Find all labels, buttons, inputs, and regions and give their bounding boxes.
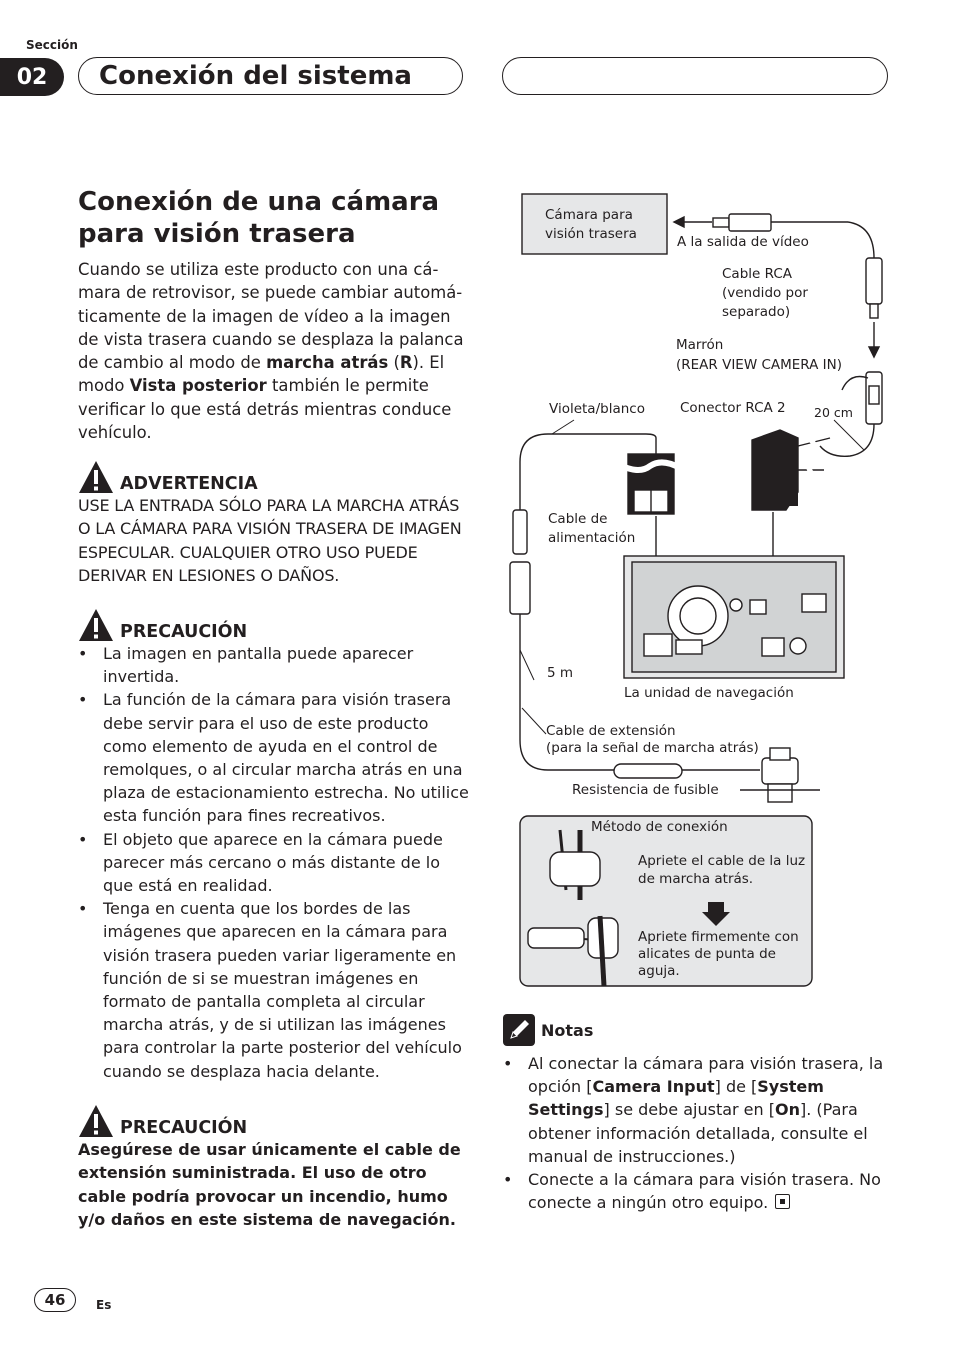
camera-box [522,194,667,254]
nav-unit-label: La unidad de navegación [624,685,794,701]
warning-text: USE LA ENTRADA SÓLO PARA LA MARCHA ATRÁS O LA CÁMARA PARA VISIÓN TRASERA DE IMAGEN ESPECULAR. CUALQUIER OTRO USO PUEDE DERIVAR EN LESIONES O DAÑOS. [78,496,462,585]
brown-label-2: (REAR VIEW CAMERA IN) [676,357,843,373]
section-label: Sección [26,38,78,52]
power-cable-label-1: Cable de [548,511,608,527]
list-item: • El objeto que aparece en la cámara puede parecer más cercano o más distante de lo que está en realidad. [78,828,470,898]
intro-text: Cuando se utiliza este producto con una cámara de retrovisor, se puede cambiar automáticamente de la imagen de vídeo a la imagen de vista trasera cuando se desplaza la palanca de cambio al modo de [78,260,464,373]
power-cable-label-2: alimentación [548,530,636,546]
notes-heading [503,1014,889,1046]
notes-block [503,1014,889,1214]
intro-text: ( [388,353,400,373]
section-number-badge: 02 [0,58,64,96]
list-item [503,1168,889,1214]
caution-heading-text: PRECAUCIÓN [120,1118,248,1138]
video-output-label: A la salida de vídeo [677,234,809,250]
step2-text-1: Apriete firmemente con [638,929,799,945]
caution-heading-2 [78,1104,470,1138]
note-bold-on: On [775,1100,800,1120]
rca-connector-2-label: Conector RCA 2 [680,400,786,416]
step2-text-3: aguja. [638,963,680,979]
caution-triangle-icon [78,1104,114,1138]
note-text: ]. (Para obtener información detallada, consulte el manual de instrucciones.) [528,1100,868,1166]
step2-text-2: alicates de punta de [638,946,776,962]
caution2-text: Asegúrese de usar únicamente el cable de extensión suministrada. El uso de otro cable podría provocar un incendio, humo y/o daños en este sistema de navegación. [78,1140,461,1229]
intro-text: también le permite verificar lo que está detrás mientras conduce vehículo. [78,376,452,443]
list-item: • La imagen en pantalla puede aparecer invertida. [78,642,470,688]
fuse-resistor-label: Resistencia de fusible [572,782,719,798]
brown-label-1: Marrón [676,337,724,353]
camera-box-label-1: Cámara para [545,207,633,223]
pencil-note-icon [503,1014,535,1046]
notes-heading-text: Notas [541,1020,594,1040]
list-item: • La función de la cámara para visión trasera debe servir para el uso de este producto como elemento de ayuda en el control de remolques, o al circular marcha atrás en una plaza de estacionamiento estrecha. No utilice esta función para fines recreativos. [78,688,470,827]
note-text: ] se debe ajustar en [ [603,1100,775,1120]
length-20cm-label: 20 cm [814,405,853,420]
extension-cable-label-1: Cable de extensión [546,723,676,739]
caution-heading-text: PRECAUCIÓN [120,622,248,642]
method-title: Método de conexión [591,819,728,835]
camera-box-label-2: visión trasera [545,226,637,242]
note-text: ] de [ [714,1077,758,1097]
intro-bold-rear-view: Vista posterior [129,376,267,396]
end-mark-icon [775,1194,790,1209]
warning-heading-text: ADVERTENCIA [120,474,258,494]
extension-cable-label-2: (para la señal de marcha atrás) [546,740,759,756]
intro-text: ). El modo [78,353,445,396]
rca-cable-label-2: (vendido por [722,285,808,301]
note-text: Conecte a la cámara para visión trasera. No conecte a ningún otro equipo. [528,1170,881,1213]
list-item [503,1052,889,1168]
caution-block-2 [78,1104,470,1231]
step1-text-2: de marcha atrás. [638,871,754,887]
page-title-line1: Conexión de una cámara [78,187,440,217]
note-text: Al conectar la cámara para visión trasera, la opción [ [528,1054,884,1097]
notes-list [503,1052,889,1214]
intro-bold-reverse: marcha atrás [266,353,389,373]
violet-white-label: Violeta/blanco [549,401,645,417]
list-item: • Tenga en cuenta que los bordes de las imágenes que aparecen en la cámara para visión trasera pueden variar ligeramente en función de si se muestran imágenes en formato de pantalla completa al circular marcha atrás, y de si utilizan las imágenes para controlar la parte posterior del vehículo cuando se desplaza hacia delante. [78,897,470,1083]
language-label: Es [96,1298,112,1312]
rca-cable-label-3: separado) [722,304,791,320]
length-5m-label: 5 m [547,665,574,681]
step1-text-1: Apriete el cable de la luz [638,853,806,869]
rca-cable-label-1: Cable RCA [722,266,792,282]
page-number: 46 [34,1288,76,1312]
note-bold-camera-input: Camera Input [592,1077,715,1097]
section-title-text: Conexión del sistema [99,61,412,91]
page-title-line2: para visión trasera [78,219,356,249]
note-bold-system-settings: System Settings [528,1077,824,1120]
intro-bold-r: R [399,353,413,373]
